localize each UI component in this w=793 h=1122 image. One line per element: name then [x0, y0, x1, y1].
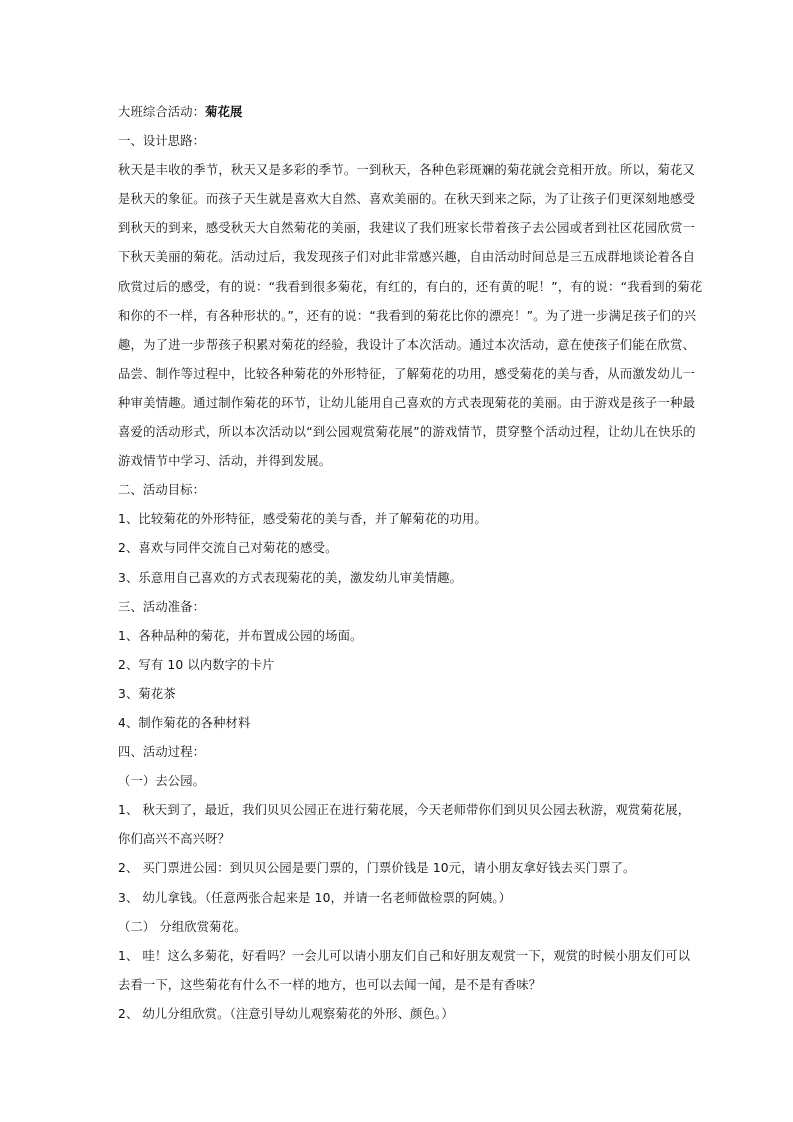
section-heading: 一、设计思路： — [118, 134, 206, 149]
document-page — [118, 98, 703, 1029]
list-item: 1、比较菊花的外形特征，感受菊花的美与香，并了解菊花的功用。 — [118, 512, 487, 527]
design-idea-paragraph — [118, 156, 703, 476]
paragraph-line: 到秋天的到来，感受秋天大自然菊花的美丽，我建议了我们班家长带着孩子去公园或者到社区花园欣赏一 — [118, 221, 696, 236]
paragraph-line: 和你的不一样，有各种形状的。”，还有的说：“我看到的菊花比你的漂亮！”。为了进一步满足孩子们的兴 — [118, 308, 697, 323]
paragraph-line: 1、 哇！这么多菊花，好看吗？一会儿可以请小朋友们自己和好朋友观赏一下，观赏的时候小朋友们可以 — [118, 948, 691, 963]
paragraph-line: 品尝、制作等过程中，比较各种菊花的外形特征，了解菊花的功用，感受菊花的美与香，从而激发幼儿一 — [118, 366, 696, 381]
paragraph-line: 2、 买门票进公园：到贝贝公园是要门票的，门票价钱是 10元，请小朋友拿好钱去买门票了。 — [118, 861, 636, 876]
paragraph-line: 下秋天美丽的菊花。活动过后，我发现孩子们对此非常感兴趣，自由活动时间总是三五成群地谈论着各自 — [118, 250, 696, 265]
paragraph-line: 2、 幼儿分组欣赏。（注意引导幼儿观察菊花的外形、颜色。） — [118, 1006, 454, 1021]
document-title — [118, 98, 684, 127]
paragraph-line: 趣，为了进一步帮孩子积累对菊花的经验，我设计了本次活动。通过本次活动，意在使孩子们能在欣赏、 — [118, 337, 696, 352]
paragraph-line: 秋天是丰收的季节，秋天又是多彩的季节。一到秋天，各种色彩斑斓的菊花就会竞相开放。所以，菊花又 — [118, 163, 696, 178]
list-item: 2、喜欢与同伴交流自己对菊花的感受。 — [118, 541, 338, 556]
subsection-heading: （一）去公园。 — [118, 774, 206, 789]
list-item: 3、菊花茶 — [118, 686, 176, 701]
paragraph-line: 游戏情节中学习、活动，并得到发展。 — [118, 454, 332, 469]
section-heading: 二、活动目标： — [118, 483, 206, 498]
paragraph-line: 欣赏过后的感受，有的说：“我看到很多菊花，有红的，有白的，还有黄的呢！”，有的说：“我看到的菊花 — [118, 279, 703, 294]
paragraph-line: 你们高兴不高兴呀？ — [118, 832, 231, 847]
list-item: 4、制作菊花的各种材料 — [118, 715, 251, 730]
title-prefix: 大班综合活动： — [118, 105, 206, 119]
list-item: 1、各种品种的菊花，并布置成公园的场面。 — [118, 628, 363, 643]
paragraph-line: 1、 秋天到了，最近，我们贝贝公园正在进行菊花展，今天老师带你们到贝贝公园去秋游，观赏菊花展， — [118, 803, 691, 818]
list-item: 3、乐意用自己喜欢的方式表现菊花的美，激发幼儿审美情趣。 — [118, 570, 463, 585]
paragraph-line: 种审美情趣。通过制作菊花的环节，让幼儿能用自己喜欢的方式表现菊花的美丽。由于游戏是孩子一种最 — [118, 395, 696, 410]
list-item: 2、写有 10 以内数字的卡片 — [118, 657, 275, 672]
section-heading: 三、活动准备： — [118, 599, 206, 614]
section-heading: 四、活动过程： — [118, 745, 206, 760]
paragraph-line: 去看一下，这些菊花有什么不一样的地方，也可以去闻一闻，是不是有香味？ — [118, 977, 542, 992]
paragraph-line: 3、 幼儿拿钱。（任意两张合起来是 10，并请一名老师做检票的阿姨。） — [118, 890, 512, 905]
paragraph-line: 喜爱的活动形式，所以本次活动以“到公园观赏菊花展”的游戏情节，贯穿整个活动过程，让幼儿在快乐的 — [118, 425, 696, 440]
subsection-heading: （二） 分组欣赏菊花。 — [118, 919, 247, 934]
paragraph-line: 是秋天的象征。而孩子天生就是喜欢大自然、喜欢美丽的。在秋天到来之际，为了让孩子们更深刻地感受 — [118, 192, 696, 207]
title-name: 菊花展 — [205, 105, 243, 119]
